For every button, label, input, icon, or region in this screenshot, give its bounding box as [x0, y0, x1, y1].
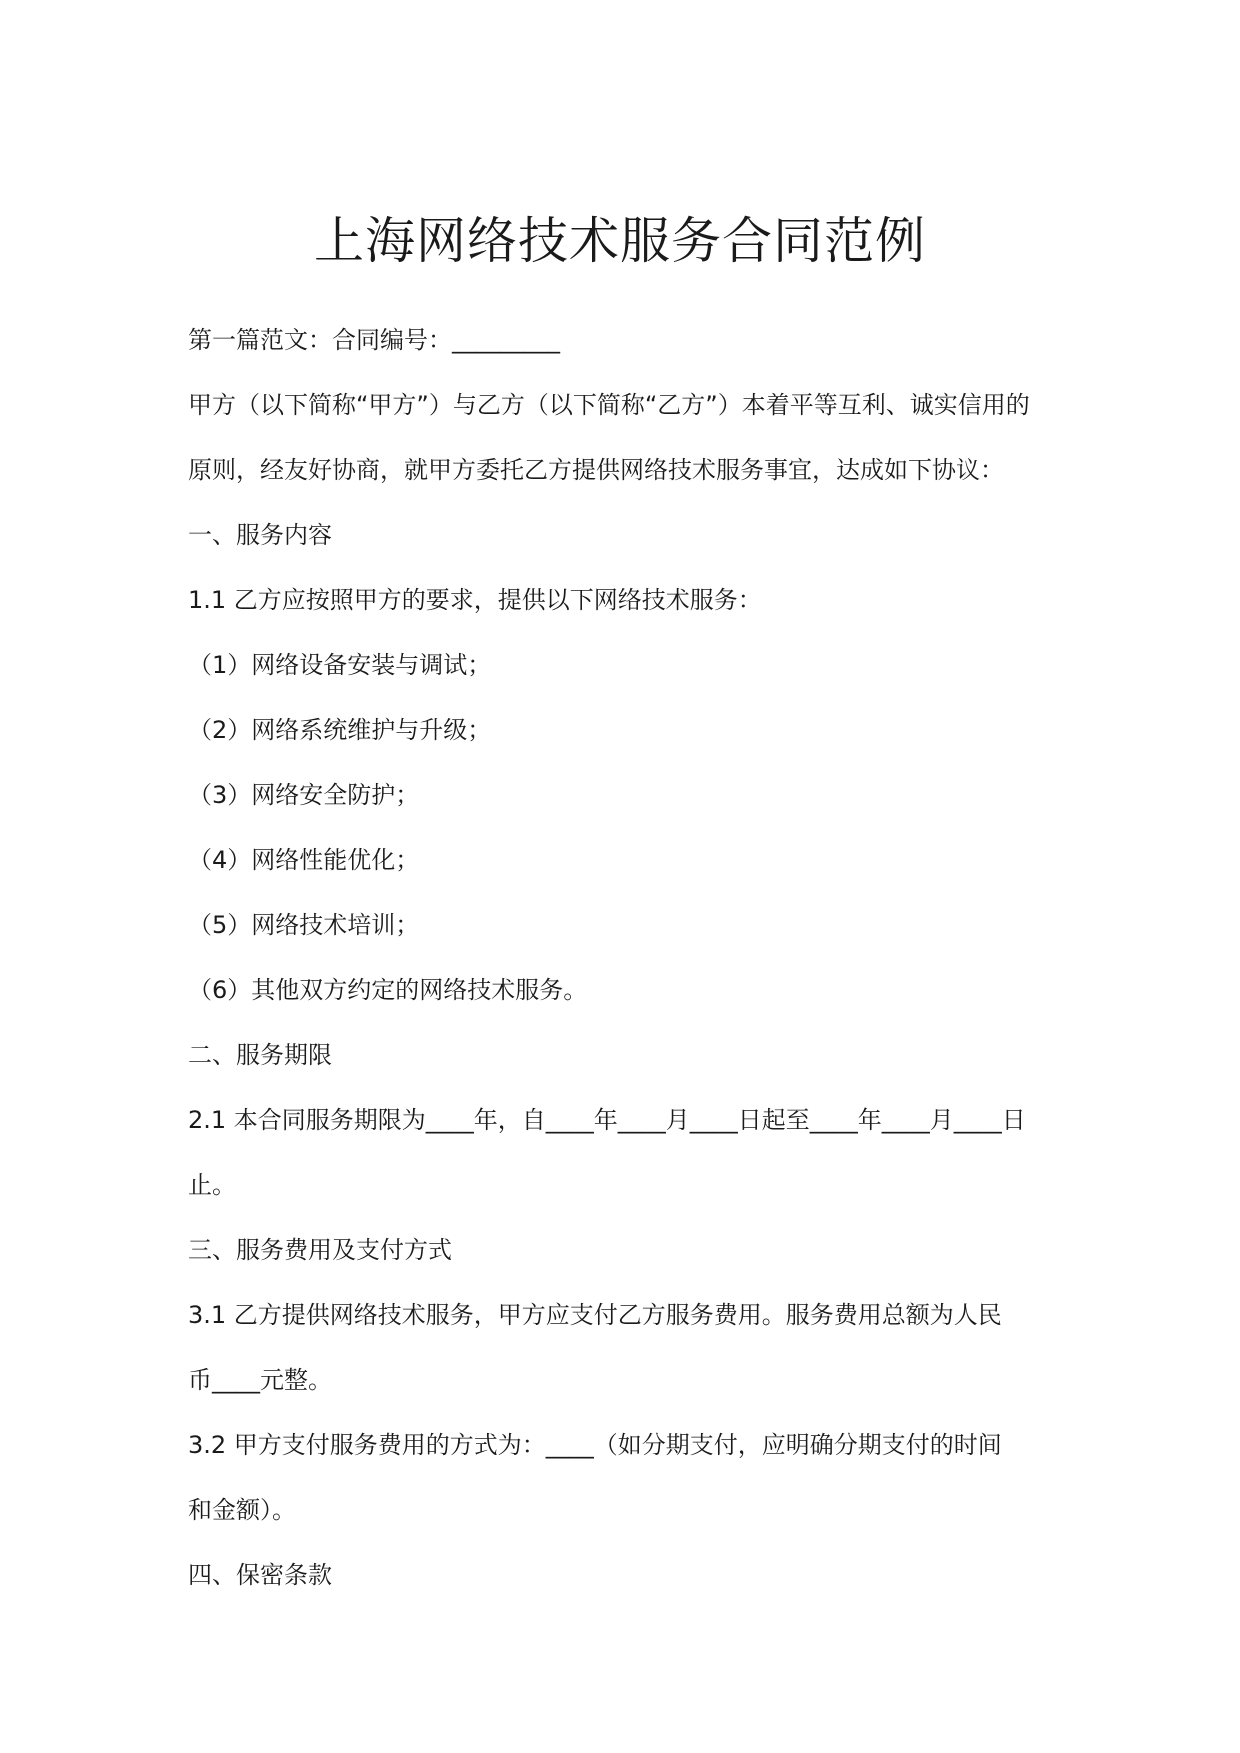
list-item: （2）网络系统维护与升级；	[188, 716, 492, 744]
list-item: （4）网络性能优化；	[188, 846, 420, 874]
clause-3-1-line-2: 币____元整。	[188, 1366, 332, 1394]
section-heading-service-content: 一、服务内容	[188, 521, 332, 549]
preamble-line-2: 原则，经友好协商，就甲方委托乙方提供网络技术服务事宜，达成如下协议：	[188, 456, 1004, 484]
clause-2-1-line-2: 止。	[188, 1171, 236, 1199]
list-item: （5）网络技术培训；	[188, 911, 420, 939]
clause-3-2-line-2: 和金额）。	[188, 1496, 296, 1524]
clause-3-2-line-1: 3.2 甲方支付服务费用的方式为：____（如分期支付，应明确分期支付的时间	[188, 1431, 1002, 1459]
contract-number-line: 第一篇范文：合同编号：_________	[188, 326, 560, 354]
list-item: （6）其他双方约定的网络技术服务。	[188, 976, 588, 1004]
clause-2-1-line-1: 2.1 本合同服务期限为____年，自____年____月____日起至____年____月____日	[188, 1106, 1026, 1134]
clause-1-1: 1.1 乙方应按照甲方的要求，提供以下网络技术服务：	[188, 586, 762, 614]
list-item: （3）网络安全防护；	[188, 781, 420, 809]
list-item: （1）网络设备安装与调试；	[188, 651, 492, 679]
section-heading-fees-payment: 三、服务费用及支付方式	[188, 1236, 452, 1264]
clause-3-1-line-1: 3.1 乙方提供网络技术服务，甲方应支付乙方服务费用。服务费用总额为人民	[188, 1301, 1002, 1329]
document-title: 上海网络技术服务合同范例	[314, 212, 926, 270]
preamble-line-1: 甲方（以下简称“甲方”）与乙方（以下简称“乙方”）本着平等互利、诚实信用的	[188, 391, 1030, 419]
section-heading-confidentiality: 四、保密条款	[188, 1561, 332, 1589]
section-heading-service-term: 二、服务期限	[188, 1041, 332, 1069]
